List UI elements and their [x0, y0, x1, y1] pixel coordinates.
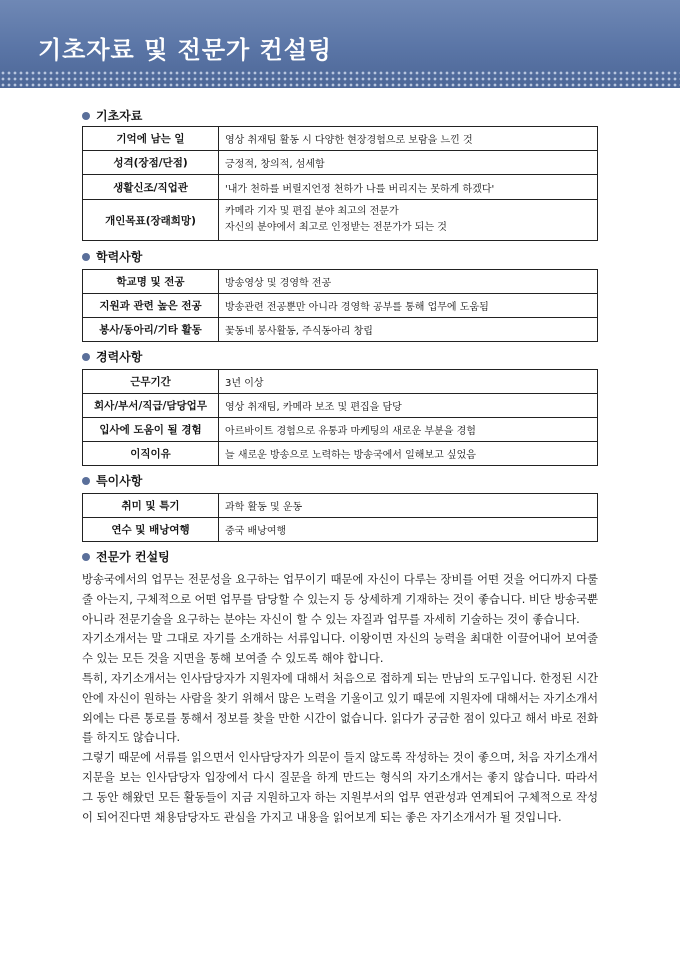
- page-title: 기초자료 및 전문가 컨설팅: [38, 36, 333, 64]
- row-key: 성격(장점/단점): [83, 151, 219, 175]
- row-key: 학교명 및 전공: [83, 270, 219, 294]
- table-row: [83, 127, 598, 151]
- special-table: [82, 493, 598, 542]
- section-heading-education: [82, 249, 142, 265]
- career-table: [82, 369, 598, 466]
- table-row: [83, 318, 598, 342]
- bullet-icon: [82, 253, 90, 261]
- section-heading-special: [82, 473, 142, 489]
- section-heading-career: [82, 349, 142, 365]
- row-key: 근무기간: [83, 370, 219, 394]
- banner-dot-pattern: [0, 70, 680, 88]
- row-key: 봉사/동아리/기타 활동: [83, 318, 219, 342]
- row-value: 늘 새로운 방송으로 노력하는 방송국에서 일해보고 싶었음: [219, 442, 598, 466]
- table-row: [83, 175, 598, 200]
- row-value: [219, 200, 598, 241]
- row-key: 생활신조/직업관: [83, 175, 219, 200]
- table-row: [83, 494, 598, 518]
- row-key: 지원과 관련 높은 전공: [83, 294, 219, 318]
- row-value: 영상 취재팀 활동 시 다양한 현장경험으로 보람을 느낀 것: [219, 127, 598, 151]
- row-value-line: 카메라 기자 및 편집 분야 최고의 전문가: [225, 206, 399, 217]
- table-row: [83, 151, 598, 175]
- section-heading-label: 전문가 컨설팅: [96, 550, 170, 564]
- section-heading-label: 특이사항: [96, 474, 143, 488]
- row-value: 3년 이상: [219, 370, 598, 394]
- basic-info-table: [82, 126, 598, 241]
- table-row: [83, 270, 598, 294]
- section-heading-basic: [82, 108, 142, 124]
- row-value: 영상 취재팀, 카메라 보조 및 편집을 담당: [219, 394, 598, 418]
- row-key: 개인목표(장래희망): [83, 200, 219, 241]
- consulting-paragraph: 방송국에서의 업무는 전문성을 요구하는 업무이기 때문에 자신이 다루는 장비를 어떤 것을 어디까지 다룰 줄 아는지, 구체적으로 어떤 업무를 담당할 수 있는지 등 상세하게 기재하는 것이 좋습니다. 비단 방송국뿐 아니라 전문기술을 요구하는 분야는 자신이 할 수 있는 자질과 업무를 자세히 기술하는 것이 좋습니다.: [82, 573, 598, 626]
- bullet-icon: [82, 112, 90, 120]
- table-row: [83, 370, 598, 394]
- row-value-line: 자신의 분야에서 최고로 인정받는 전문가가 되는 것: [225, 222, 447, 233]
- row-key: 연수 및 배낭여행: [83, 518, 219, 542]
- table-row: [83, 442, 598, 466]
- section-heading-label: 학력사항: [96, 250, 143, 264]
- row-key: 회사/부서/직급/담당업무: [83, 394, 219, 418]
- section-heading-label: 경력사항: [96, 350, 143, 364]
- row-value: 방송관련 전공뿐만 아니라 경영학 공부를 통해 업무에 도움됨: [219, 294, 598, 318]
- consulting-paragraph: 자기소개서는 말 그대로 자기를 소개하는 서류입니다. 이왕이면 자신의 능력을 최대한 이끌어내어 보여줄 수 있는 모든 것을 지면을 통해 보여줄 수 있도록 해야 합니다.: [82, 632, 598, 666]
- table-row: [83, 294, 598, 318]
- row-value: 긍정적, 창의적, 섬세함: [219, 151, 598, 175]
- row-value: 과학 활동 및 운동: [219, 494, 598, 518]
- row-value: 방송영상 및 경영학 전공: [219, 270, 598, 294]
- row-key: 이직이유: [83, 442, 219, 466]
- table-row: [83, 394, 598, 418]
- bullet-icon: [82, 553, 90, 561]
- row-key: 입사에 도움이 될 경험: [83, 418, 219, 442]
- section-heading-label: 기초자료: [96, 109, 143, 123]
- row-value: 중국 배낭여행: [219, 518, 598, 542]
- consulting-paragraph: 그렇기 때문에 서류를 읽으면서 인사담당자가 의문이 들지 않도록 작성하는 것이 좋으며, 처음 자기소개서 지문을 보는 인사담당자 입장에서 다시 질문을 하게 만드는 형식의 자기소개서는 좋지 않습니다. 따라서 그 동안 해왔던 모든 활동들이 지금 지원하고자 하는 지원부서의 업무 연관성과 연계되어 구체적으로 작성이 되어진다면 채용담당자도 관심을 가지고 내용을 읽어보게 되는 좋은 자기소개서가 될 것입니다.: [82, 751, 598, 824]
- education-table: [82, 269, 598, 342]
- row-key: 취미 및 특기: [83, 494, 219, 518]
- bullet-icon: [82, 477, 90, 485]
- row-value: 꽃동네 봉사활동, 주식동아리 창립: [219, 318, 598, 342]
- consulting-paragraph: 특히, 자기소개서는 인사담당자가 지원자에 대해서 처음으로 접하게 되는 만남의 도구입니다. 한정된 시간 안에 자신이 원하는 사람을 찾기 위해서 많은 노력을 기울이고 있기 때문에 지원자에 대해서는 자기소개서 외에는 다른 통로를 통해서 정보를 찾을 만한 시간이 없습니다. 읽다가 궁금한 점이 있다고 해서 바로 전화를 하지도 않습니다.: [82, 671, 598, 745]
- table-row: [83, 418, 598, 442]
- bullet-icon: [82, 353, 90, 361]
- section-heading-consulting: [82, 549, 170, 565]
- table-row: [83, 518, 598, 542]
- row-value: 아르바이트 경험으로 유통과 마케팅의 새로운 부분을 경험: [219, 418, 598, 442]
- table-row: [83, 200, 598, 241]
- row-value: '내가 천하를 버릴지언정 천하가 나를 버리지는 못하게 하겠다': [219, 175, 598, 200]
- header-banner: [0, 0, 680, 88]
- row-key: 기억에 남는 일: [83, 127, 219, 151]
- consulting-body: [82, 570, 598, 827]
